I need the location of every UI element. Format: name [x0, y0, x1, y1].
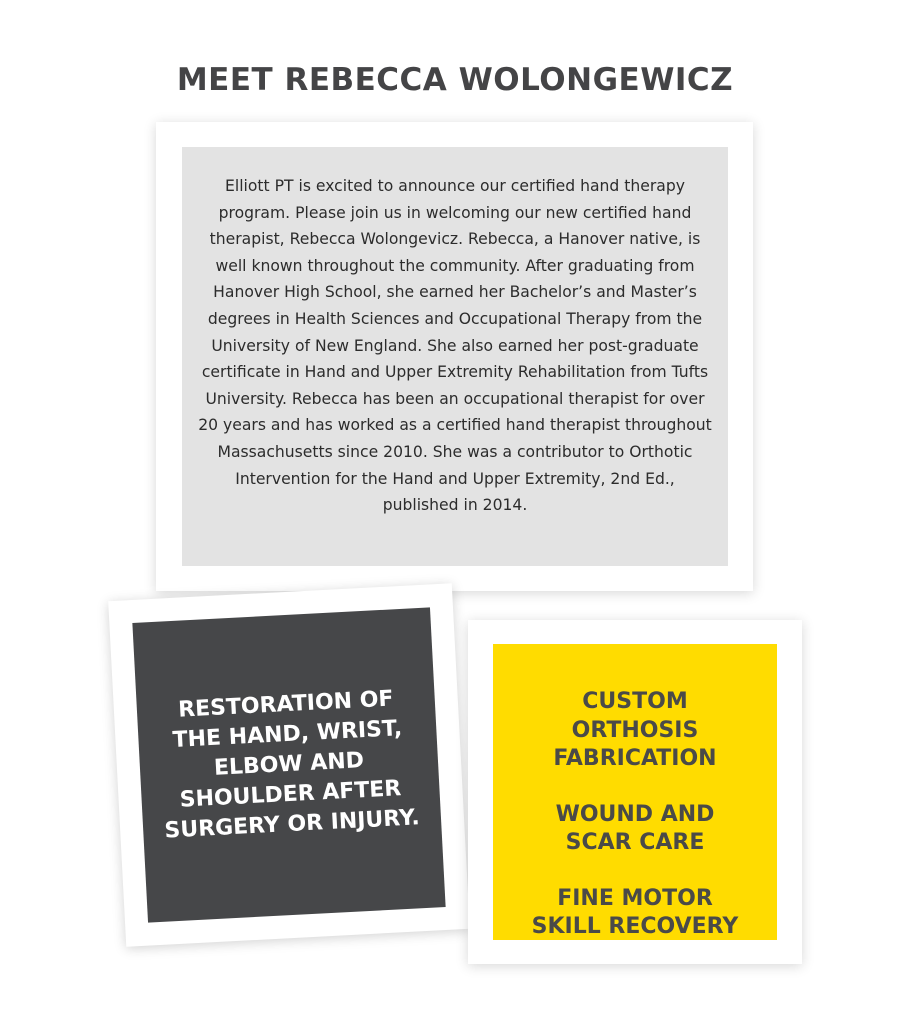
page-title: MEET REBECCA WOLONGEWICZ: [176, 62, 734, 98]
restoration-panel: [132, 607, 445, 922]
bio-card: [156, 122, 753, 591]
restoration-text: RESTORATION OF THE HAND, WRIST, ELBOW AND SHOULDER AFTER SURGERY OR INJURY.: [163, 686, 421, 844]
service-wound-scar-care: [493, 801, 777, 858]
service-line: SCAR CARE: [565, 830, 705, 855]
service-line: FINE MOTOR: [557, 885, 713, 911]
service-line: SKILL RECOVERY: [531, 914, 739, 939]
service-line: CUSTOM: [582, 689, 688, 714]
service-custom-orthosis: [493, 688, 777, 774]
service-line: FABRICATION: [553, 746, 717, 771]
bio-text: Elliott PT is excited to announce our certified hand therapy program. Please join us in welcoming our new certified hand therapist, Rebecca Wolongevicz. Rebecca, a Hanover native, is well known throughout the community. After graduating from Hanover High School, she earned her Bachelor’s and Master’s degrees in Health Sciences and Occupational Therapy from the University of New England. She also earned her post-graduate certificate in Hand and Upper Extremity Rehabilitation from Tufts University. Rebecca has been an occupational therapist for over 20 years and has worked as a certified hand therapist throughout Massachusetts since 2010. She was a contributor to Orthotic Intervention for the Hand and Upper Extremity, 2nd Ed., published in 2014.: [198, 177, 712, 515]
restoration-card: [108, 583, 470, 947]
service-line: WOUND AND: [555, 801, 715, 827]
services-panel: [493, 644, 777, 940]
service-fine-motor: [493, 885, 777, 942]
service-line: ORTHOSIS: [571, 717, 699, 743]
services-card: [468, 620, 802, 964]
bio-panel: [182, 147, 728, 566]
